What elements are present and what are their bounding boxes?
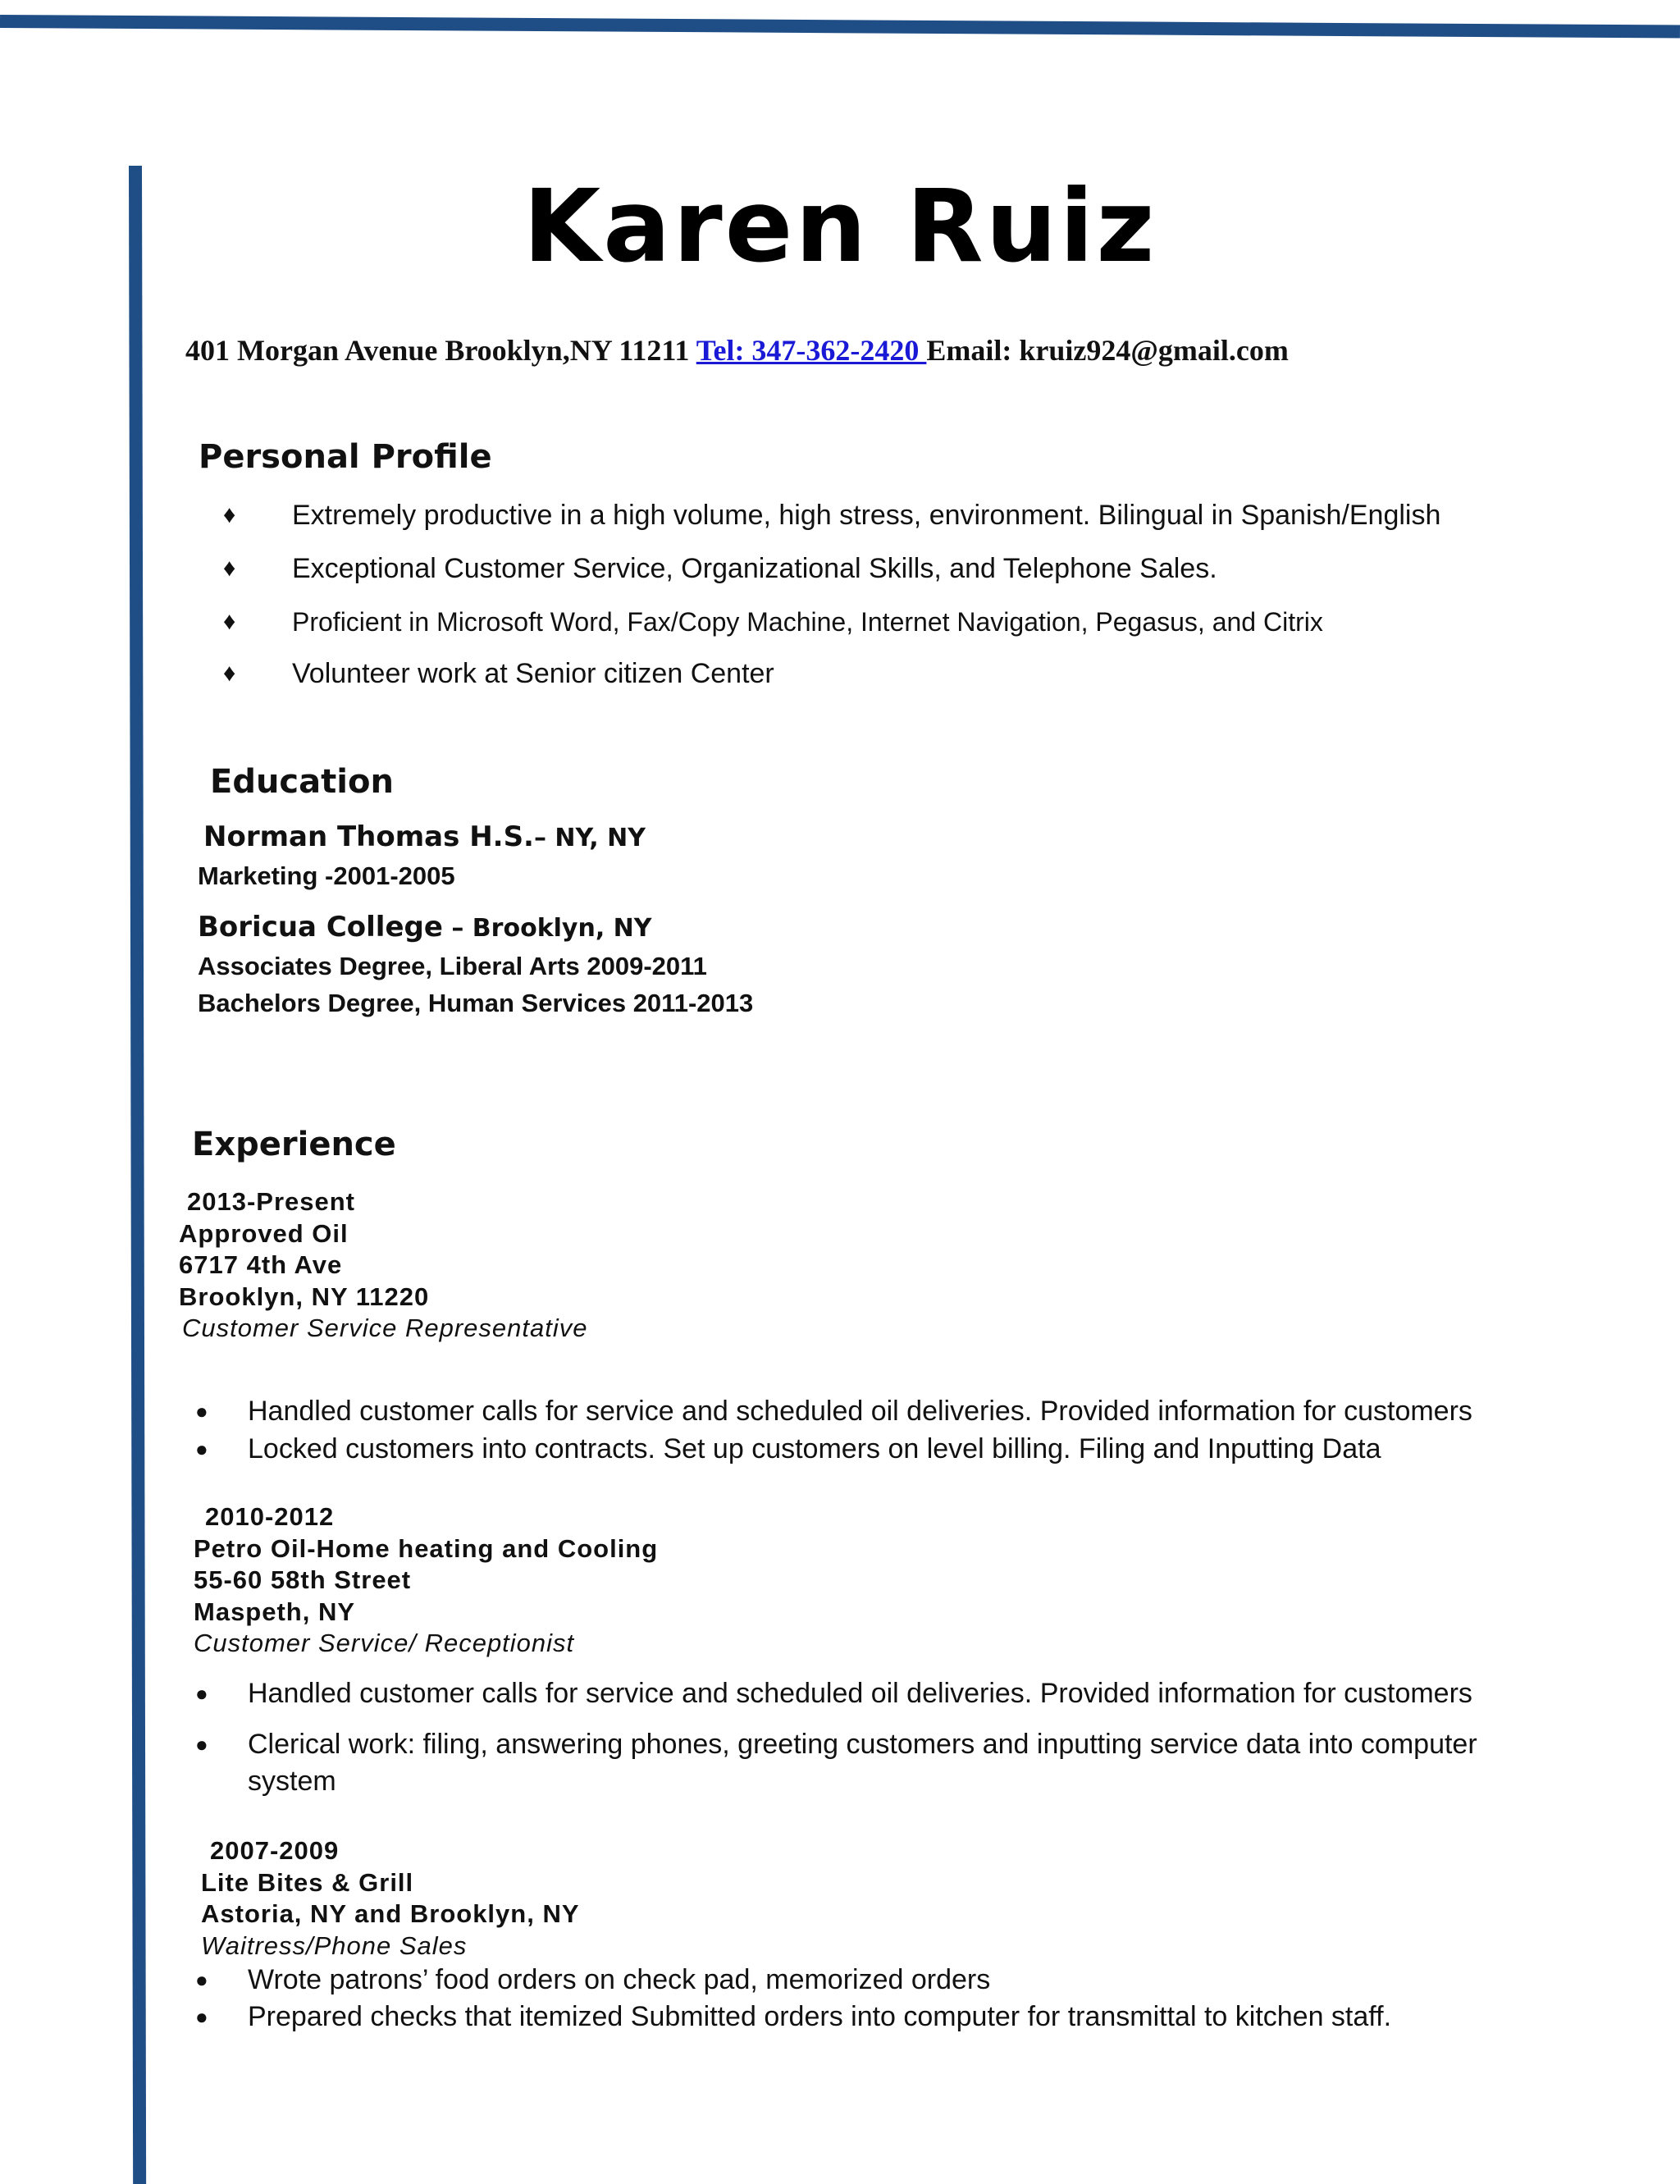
job-address: Astoria, NY and Brooklyn, NY <box>201 1899 580 1928</box>
resume-name: Karen Ruiz <box>523 168 1157 285</box>
job-bullet-list <box>195 1395 1472 1470</box>
job-entry <box>179 1186 588 1345</box>
education-heading: Education <box>210 763 394 801</box>
list-item-continuation: system <box>248 1766 336 1797</box>
school-detail: Bachelors Degree, Human Services 2011-2013 <box>198 989 754 1017</box>
school-detail: Associates Degree, Liberal Arts 2009-2011 <box>198 952 707 980</box>
job-address: 6717 4th Ave <box>179 1250 343 1279</box>
diamond-bullet-icon: ♦ <box>223 555 236 582</box>
experience-heading: Experience <box>192 1126 396 1163</box>
dot-bullet-icon: ● <box>195 1732 208 1757</box>
phone-link[interactable]: Tel: 347-362-2420 <box>696 334 927 367</box>
list-item: ● Wrote patrons’ food orders on check pad, memorized orders <box>195 1964 991 1995</box>
job-bullet-list <box>195 1963 1391 2037</box>
address-text: 401 Morgan Avenue Brooklyn,NY 11211 <box>185 334 696 367</box>
job-dates: 2007-2009 <box>210 1836 340 1865</box>
job-address: 55-60 58th Street <box>194 1565 412 1594</box>
job-address: Brooklyn, NY 11220 <box>179 1282 430 1311</box>
list-item: ● Prepared checks that itemized Submitted orders into computer for transmittal to kitchen staff. <box>195 2001 1392 2032</box>
dot-bullet-icon: ● <box>195 2004 208 2029</box>
diamond-bullet-icon: ♦ <box>223 660 236 687</box>
dot-bullet-icon: ● <box>195 1399 208 1423</box>
list-item: ♦ Extremely productive in a high volume, high stress, environment. Bilingual in Spanish/English <box>223 500 1441 531</box>
profile-heading: Personal Profile <box>199 438 492 476</box>
diamond-bullet-icon: ♦ <box>223 608 236 635</box>
list-item: ● Handled customer calls for service and scheduled oil deliveries. Provided information for customers <box>195 1396 1472 1427</box>
job-dates: 2013-Present <box>187 1187 356 1216</box>
job-address: Maspeth, NY <box>194 1597 356 1626</box>
job-company: Petro Oil-Home heating and Cooling <box>194 1533 659 1563</box>
email-text: Email: kruiz924@gmail.com <box>926 334 1289 367</box>
list-item: ♦ Volunteer work at Senior citizen Center <box>223 658 774 689</box>
list-item: ● Handled customer calls for service and scheduled oil deliveries. Provided information for customers <box>195 1678 1472 1709</box>
dot-bullet-icon: ● <box>195 1967 208 1992</box>
job-company: Approved Oil <box>179 1218 349 1248</box>
list-item: ● Locked customers into contracts. Set up customers on level billing. Filing and Inputting Data <box>195 1433 1381 1464</box>
list-item: ♦ Exceptional Customer Service, Organizational Skills, and Telephone Sales. <box>223 553 1217 584</box>
job-dates: 2010-2012 <box>205 1502 335 1531</box>
job-entry <box>201 1835 580 1962</box>
contact-line <box>185 333 1289 368</box>
left-accent-rule <box>129 166 146 2184</box>
school-title: Boricua College – Brooklyn, NY <box>198 911 652 944</box>
job-title: Waitress/Phone Sales <box>201 1930 468 1960</box>
top-accent-rule <box>0 15 1680 39</box>
list-item: ♦ Proficient in Microsoft Word, Fax/Copy Machine, Internet Navigation, Pegasus, and Citrix <box>223 607 1323 637</box>
diamond-bullet-icon: ♦ <box>223 501 236 528</box>
job-title: Customer Service Representative <box>182 1314 588 1342</box>
dot-bullet-icon: ● <box>195 1681 208 1706</box>
school-detail: Marketing -2001-2005 <box>198 861 455 890</box>
job-title: Customer Service/ Receptionist <box>194 1629 575 1657</box>
list-item: ● Clerical work: filing, answering phones, greeting customers and inputting service data into computer <box>195 1729 1477 1760</box>
job-bullet-list <box>195 1677 1477 1802</box>
job-company: Lite Bites & Grill <box>201 1867 414 1897</box>
school-title: Norman Thomas H.S.– NY, NY <box>203 820 646 853</box>
dot-bullet-icon: ● <box>195 1437 208 1461</box>
profile-list <box>223 499 1440 710</box>
job-entry <box>194 1501 658 1660</box>
